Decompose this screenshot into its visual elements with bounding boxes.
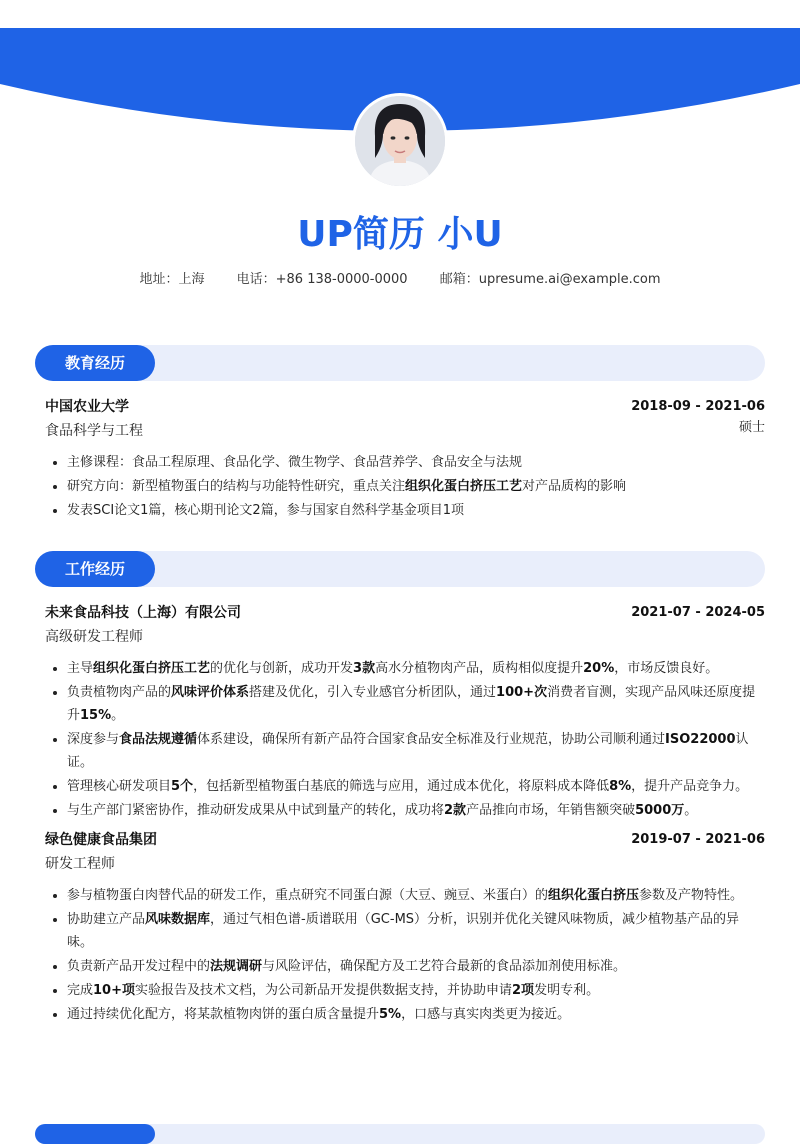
contact-line (0, 268, 800, 287)
bullet-text: 主修课程：食品工程原理、食品化学、微生物学、食品营养学、食品安全与法规 (67, 455, 523, 470)
education-entry (35, 395, 765, 522)
degree: 硕士 (738, 420, 765, 435)
bullet-text: 通过持续优化配方，将某款植物肉饼的蛋白质含量提升 (67, 1007, 380, 1022)
avatar-portrait-icon (355, 96, 445, 186)
bullet-highlight: 3款 (353, 661, 376, 676)
bullet-text: 主导 (67, 661, 94, 676)
job-entry (35, 828, 765, 1026)
bullet-highlight: 组织化蛋白挤压工艺 (93, 661, 211, 676)
bullet-item (67, 1003, 765, 1026)
bullet-highlight: 10+项 (93, 983, 135, 998)
bullet-text: 研究方向：新型植物蛋白的结构与功能特性研究，重点关注 (67, 479, 406, 494)
contact-phone (237, 272, 412, 287)
major: 食品科学与工程 (45, 423, 143, 439)
bullet-highlight: 风味数据库 (145, 912, 211, 927)
bullet-item (67, 799, 765, 822)
bullet-text: 协助建立产品 (67, 912, 146, 927)
bullet-text: 管理核心研发项目 (67, 779, 172, 794)
bullet-text: ，市场反馈良好。 (614, 661, 719, 676)
bullet-item (67, 499, 765, 522)
bullet-highlight: 5% (379, 1007, 402, 1022)
bullet-text: 体系建设，确保所有新产品符合国家食品安全标准及行业规范，协助公司顺利通过 (197, 732, 666, 747)
company-name: 绿色健康食品集团 (45, 832, 157, 848)
bullet-item (67, 884, 765, 907)
bullet-text: 与生产部门紧密协作，推动研发成果从中试到量产的转化，成功将 (67, 803, 445, 818)
bullet-highlight: 15% (80, 708, 112, 723)
job-bullets (45, 884, 765, 1026)
bullet-text: ，口感与真实肉类更为接近。 (401, 1007, 571, 1022)
education-section-title: 教育经历 (35, 345, 155, 381)
bullet-highlight: 5个 (171, 779, 194, 794)
contact-address-label: 地址： (139, 272, 179, 287)
work-section-header (35, 551, 765, 587)
work-section (35, 551, 765, 1027)
bullet-highlight: 2项 (512, 983, 535, 998)
bullet-text: 消费者盲测，实现产品风味还原度提升 (67, 685, 756, 723)
bullet-text: ，包括新型植物蛋白基底的筛选与应用，通过成本优化，将原料成本降低 (193, 779, 610, 794)
contact-address-value: 上海 (178, 272, 205, 287)
bullet-text: 产品推向市场，年销售额突破 (466, 803, 636, 818)
school-name: 中国农业大学 (45, 399, 129, 415)
bullet-item (67, 657, 765, 680)
bullet-item (67, 451, 765, 474)
bullet-highlight: 8% (609, 779, 632, 794)
job-role: 研发工程师 (45, 856, 115, 872)
bullet-highlight: 组织化蛋白挤压工艺 (405, 479, 523, 494)
work-section-title: 工作经历 (35, 551, 155, 587)
bullet-text: 高水分植物肉产品，质构相似度提升 (375, 661, 584, 676)
education-date: 2018-09 - 2021-06 (631, 399, 765, 414)
job-date: 2019-07 - 2021-06 (631, 832, 765, 847)
bullet-text: 深度参与 (67, 732, 120, 747)
avatar (352, 93, 448, 189)
bullet-highlight: ISO22000 (665, 732, 736, 747)
bullet-item (67, 681, 765, 727)
contact-email-value: upresume.ai@example.com (478, 272, 661, 287)
bullet-text: 的优化与创新，成功开发 (210, 661, 354, 676)
education-bullets (45, 451, 765, 522)
bullet-text: 完成 (67, 983, 94, 998)
job-role: 高级研发工程师 (45, 629, 143, 645)
bullet-text: 搭建及优化，引入专业感官分析团队，通过 (249, 685, 497, 700)
bullet-item (67, 475, 765, 498)
bullet-highlight: 100+次 (496, 685, 548, 700)
candidate-name: UP简历 小U (297, 214, 503, 255)
job-bullets (45, 657, 765, 822)
bullet-item (67, 728, 765, 774)
next-section-pill (35, 1124, 155, 1144)
bullet-item (67, 908, 765, 954)
bullet-text: ，通过气相色谱-质谱联用（GC-MS）分析，识别并优化关键风味物质，减少植物基产品的异味。 (67, 912, 740, 950)
bullet-highlight: 风味评价体系 (171, 685, 250, 700)
bullet-text: 。 (684, 803, 698, 818)
bullet-item (67, 955, 765, 978)
bullet-highlight: 5000万 (635, 803, 685, 818)
bullet-text: 负责植物肉产品的 (67, 685, 172, 700)
bullet-text: 对产品质构的影响 (522, 479, 627, 494)
bullet-text: 。 (111, 708, 125, 723)
bullet-highlight: 食品法规遵循 (119, 732, 198, 747)
bullet-item (67, 979, 765, 1002)
contact-email (440, 272, 661, 287)
bullet-text: 参数及产物特性。 (639, 888, 744, 903)
bullet-text: 实验报告及技术文档，为公司新品开发提供数据支持，并协助申请 (135, 983, 513, 998)
job-entry (35, 601, 765, 822)
bullet-text: 与风险评估，确保配方及工艺符合最新的食品添加剂使用标准。 (262, 959, 627, 974)
bullet-highlight: 20% (583, 661, 615, 676)
bullet-text: 参与植物蛋白肉替代品的研发工作，重点研究不同蛋白源（大豆、豌豆、米蛋白）的 (67, 888, 549, 903)
contact-address (139, 272, 208, 287)
contact-phone-value: +86 138-0000-0000 (275, 272, 408, 287)
bullet-text: 负责新产品开发过程中的 (67, 959, 211, 974)
bullet-text: ，提升产品竞争力。 (631, 779, 749, 794)
bullet-text: 发表SCI论文1篇，核心期刊论文2篇，参与国家自然科学基金项目1项 (67, 503, 464, 518)
bullet-highlight: 组织化蛋白挤压 (548, 888, 640, 903)
bullet-text: 发明专利。 (534, 983, 600, 998)
contact-email-label: 邮箱： (439, 272, 479, 287)
contact-phone-label: 电话： (236, 272, 276, 287)
company-name: 未来食品科技（上海）有限公司 (45, 605, 241, 621)
bullet-highlight: 法规调研 (210, 959, 263, 974)
bullet-text: 认证。 (67, 732, 749, 770)
bullet-item (67, 775, 765, 798)
job-date: 2021-07 - 2024-05 (631, 605, 765, 620)
bullet-highlight: 2款 (444, 803, 467, 818)
education-section (35, 345, 765, 523)
education-section-header (35, 345, 765, 381)
